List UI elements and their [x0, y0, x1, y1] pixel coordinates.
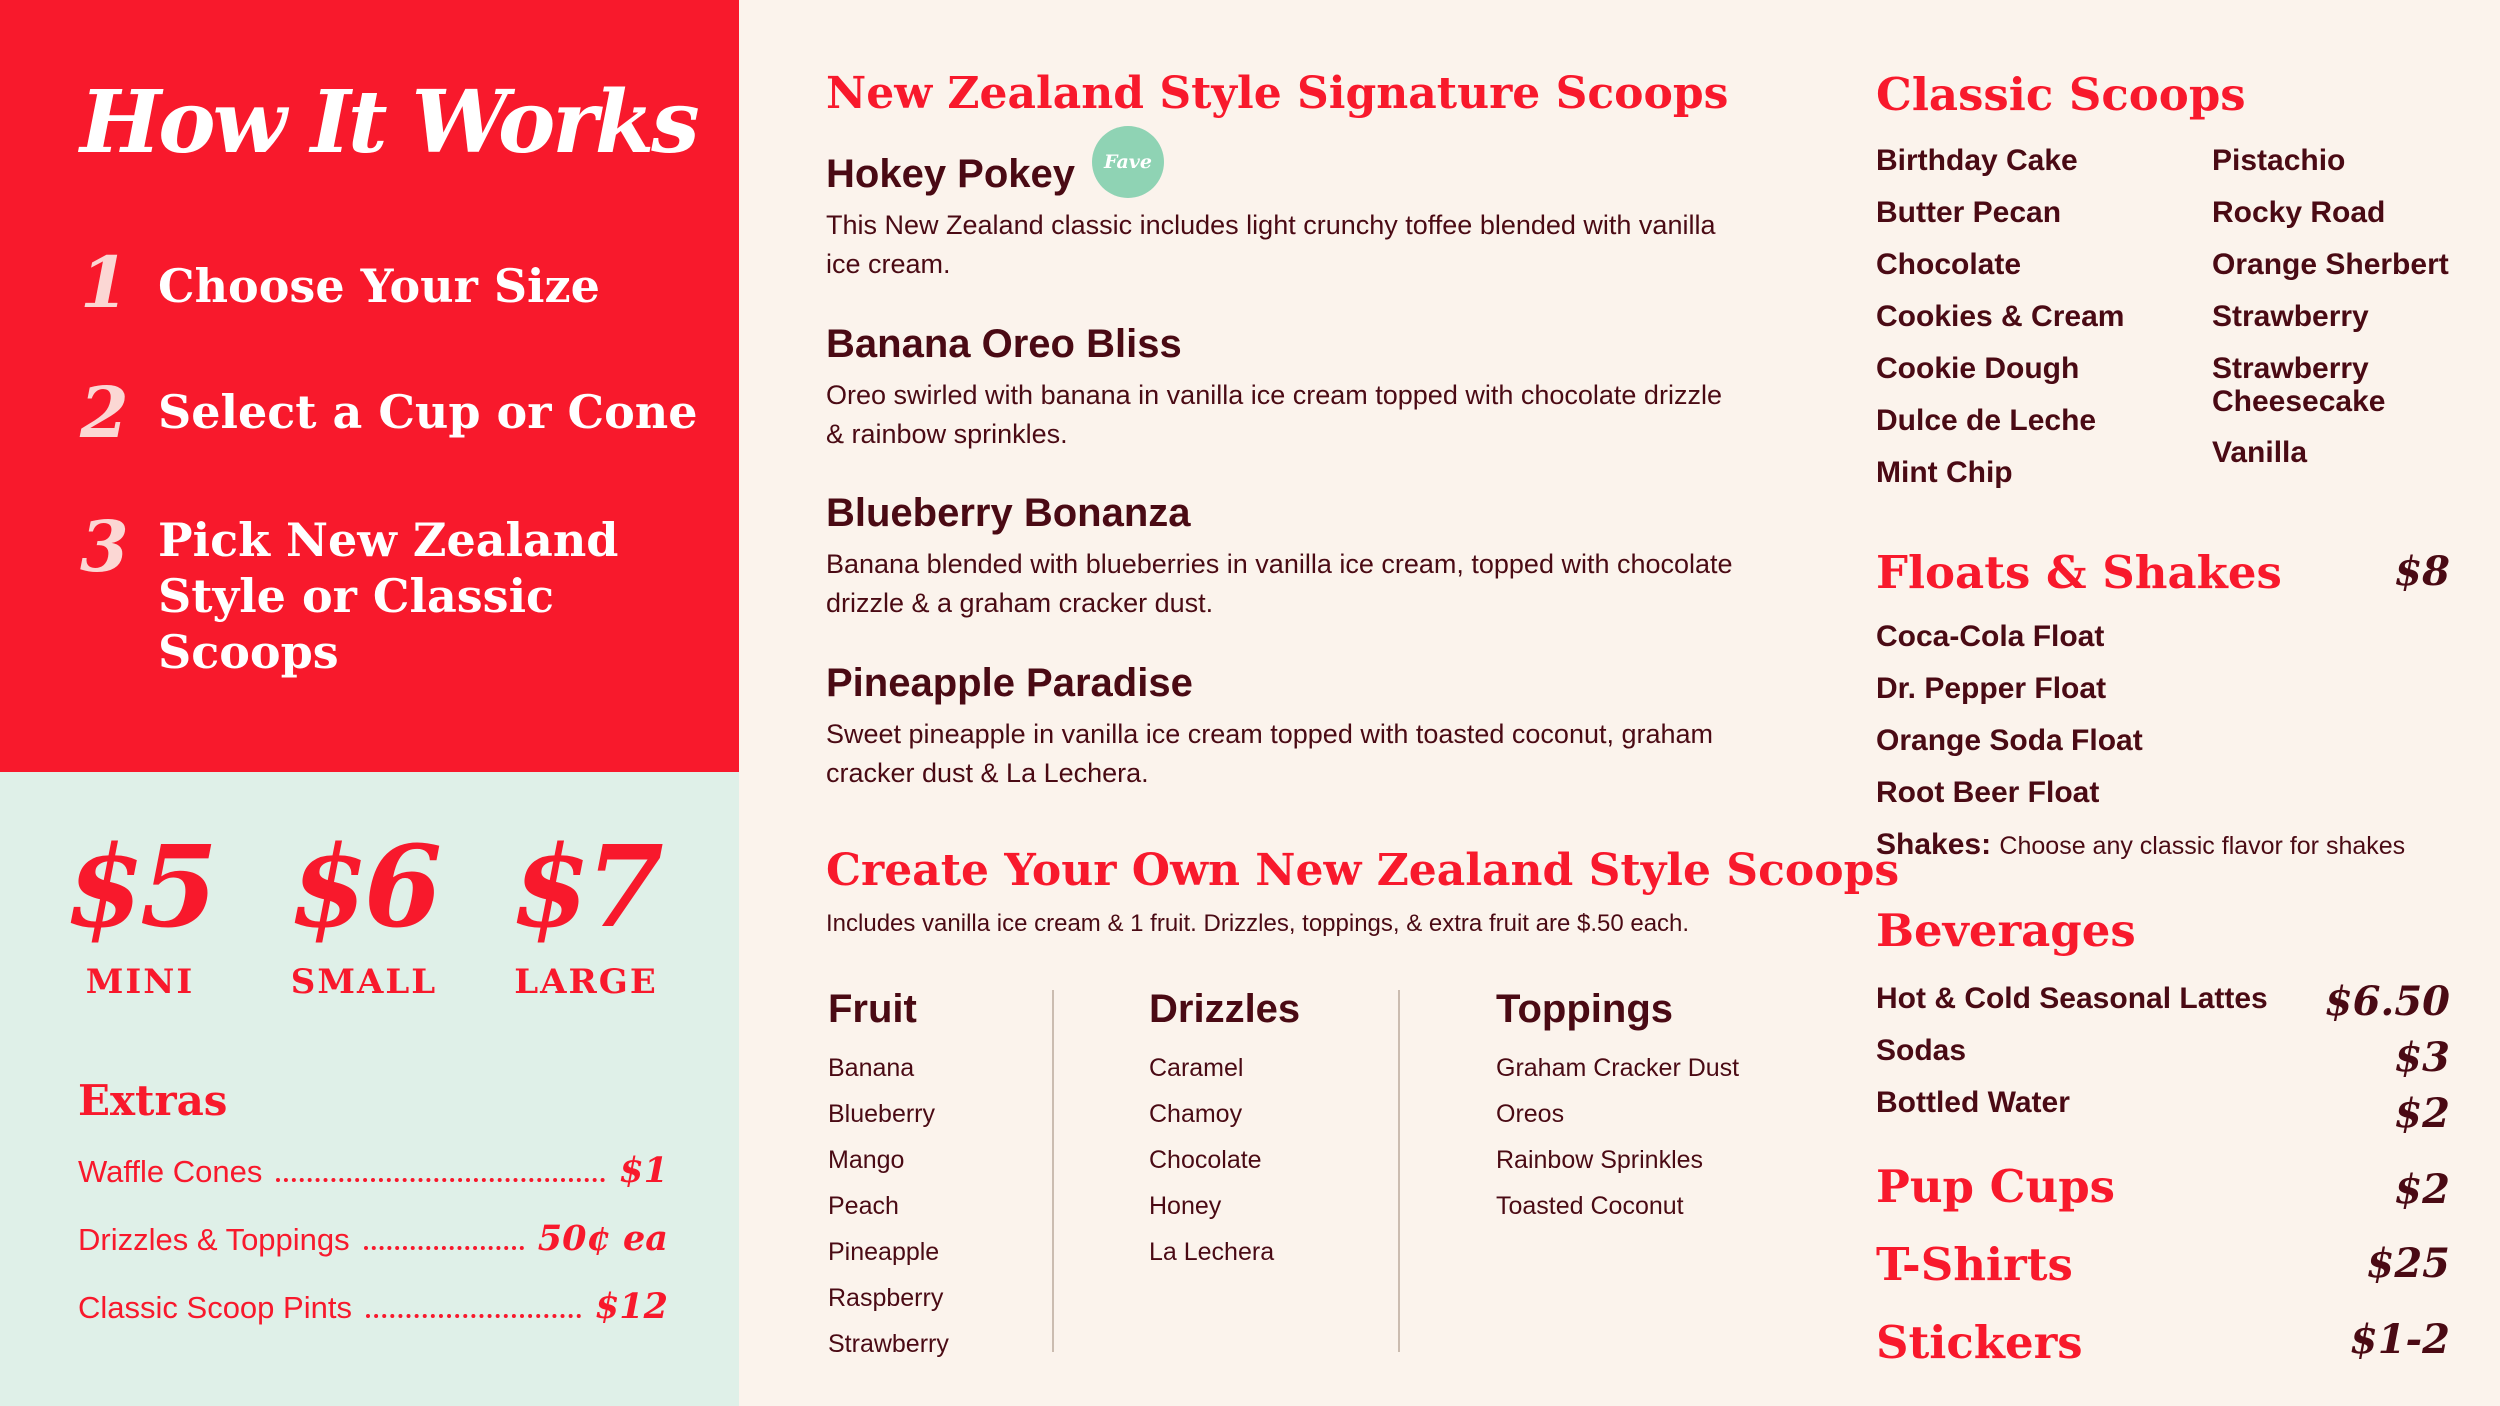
flavor-name: Pineapple Paradise [826, 661, 1193, 705]
step-number: 1 [80, 241, 129, 324]
size-name: MINI [85, 962, 195, 1002]
flavor-description: This New Zealand classic includes light crunchy toffee blended with vanilla ice cream. [826, 210, 1716, 279]
flavor-item [826, 659, 1746, 793]
list-item: Blueberry [828, 1100, 935, 1128]
classic-flavor: Orange Sherbert [2212, 248, 2449, 281]
classic-flavor: Cookie Dough [1876, 352, 2080, 385]
fave-badge: Fave [1092, 126, 1164, 198]
how-it-works-panel [0, 0, 739, 772]
size-small [264, 822, 464, 1002]
classic-flavor: Butter Pecan [1876, 196, 2062, 229]
beverage-price: $6.50 [2324, 978, 2450, 1025]
create-your-own-note: Includes vanilla ice cream & 1 fruit. Drizzles, toppings, & extra fruit are $.50 each. [826, 910, 1690, 937]
size-large [486, 822, 686, 1002]
list-item: Peach [828, 1192, 899, 1220]
size-price: $7 [512, 822, 660, 953]
list-item: Toasted Coconut [1496, 1192, 1684, 1220]
list-item: Rainbow Sprinkles [1496, 1146, 1704, 1174]
sizes-and-extras-panel [0, 772, 739, 1406]
classic-flavor: Chocolate [1876, 248, 2022, 281]
beverage-item: Sodas [1876, 1034, 1967, 1067]
create-your-own-title: Create Your Own New Zealand Style Scoops [826, 845, 1900, 896]
shakes-label: Shakes: [1876, 828, 1992, 861]
step-number: 2 [80, 371, 129, 454]
flavor-item [826, 150, 1746, 284]
t-shirts-title: T-Shirts [1876, 1238, 2073, 1291]
drizzles-column [1149, 985, 1300, 1275]
float-item: Root Beer Float [1876, 776, 2100, 809]
float-item: Orange Soda Float [1876, 724, 2143, 757]
stickers-title: Stickers [1876, 1316, 2083, 1369]
list-item: Pineapple [828, 1238, 940, 1266]
classic-scoops-title: Classic Scoops [1876, 68, 2246, 121]
classic-flavor: Dulce de Leche [1876, 404, 2097, 437]
classic-flavor: Mint Chip [1876, 456, 2013, 489]
leader-dots [366, 1314, 581, 1318]
flavor-name: Blueberry Bonanza [826, 491, 1191, 535]
list-item: Banana [828, 1054, 915, 1082]
extra-label: Classic Scoop Pints [78, 1290, 352, 1325]
list-item: Honey [1149, 1192, 1222, 1220]
list-item: Chamoy [1149, 1100, 1243, 1128]
how-it-works-title: How It Works [80, 72, 697, 173]
list-item: Caramel [1149, 1054, 1244, 1082]
list-item: Oreos [1496, 1100, 1565, 1128]
signature-scoops-title: New Zealand Style Signature Scoops [826, 68, 1729, 119]
column-divider [1052, 990, 1054, 1352]
extra-label: Waffle Cones [78, 1154, 263, 1189]
extra-label: Drizzles & Toppings [78, 1222, 350, 1257]
size-name: SMALL [290, 962, 438, 1002]
size-price: $5 [66, 822, 214, 953]
beverage-item: Hot & Cold Seasonal Lattes [1876, 982, 2268, 1015]
extra-row [78, 1150, 668, 1191]
flavor-item [826, 489, 1746, 623]
column-heading: Drizzles [1149, 987, 1301, 1031]
pup-cups-price: $2 [2394, 1166, 2450, 1213]
column-divider [1398, 990, 1400, 1352]
t-shirts-price: $25 [2366, 1240, 2450, 1287]
classic-flavor: Strawberry [2212, 300, 2369, 333]
column-heading: Fruit [828, 987, 917, 1031]
classic-flavor: Birthday Cake [1876, 144, 2078, 177]
beverage-price: $3 [2394, 1034, 2450, 1081]
leader-dots [364, 1246, 524, 1250]
stickers-price: $1-2 [2349, 1316, 2450, 1363]
extra-price: $1 [619, 1150, 668, 1191]
toppings-column [1496, 985, 1739, 1229]
list-item: Raspberry [828, 1284, 944, 1312]
classic-flavor: Vanilla [2212, 436, 2308, 469]
classic-flavor: Rocky Road [2212, 196, 2386, 229]
pup-cups-title: Pup Cups [1876, 1160, 2116, 1213]
classic-flavor: Strawberry Cheesecake [2212, 352, 2386, 418]
classic-flavor: Pistachio [2212, 144, 2346, 177]
extra-price: 50¢ ea [537, 1218, 668, 1259]
floats-shakes-title: Floats & Shakes [1876, 546, 2282, 599]
float-item: Dr. Pepper Float [1876, 672, 2107, 705]
step-number: 3 [80, 505, 129, 588]
extra-row [78, 1218, 668, 1259]
shakes-item [1876, 828, 2405, 862]
size-price: $6 [290, 822, 438, 953]
flavor-description: Sweet pineapple in vanilla ice cream topped with toasted coconut, graham cracker dust & La Lechera. [826, 719, 1714, 788]
flavor-description: Banana blended with blueberries in vanilla ice cream, topped with chocolate drizzle & a graham cracker dust. [826, 549, 1733, 618]
flavor-item [826, 320, 1746, 454]
extra-row [78, 1286, 668, 1327]
list-item: Mango [828, 1146, 905, 1174]
float-item: Coca-Cola Float [1876, 620, 2105, 653]
beverages-title: Beverages [1876, 904, 2136, 957]
step-text: Choose Your Size [158, 259, 600, 313]
list-item: Chocolate [1149, 1146, 1262, 1174]
floats-shakes-price: $8 [2394, 548, 2450, 595]
flavor-name: Banana Oreo Bliss [826, 322, 1182, 366]
leader-dots [276, 1178, 605, 1182]
beverage-item: Bottled Water [1876, 1086, 2070, 1119]
beverage-price: $2 [2394, 1090, 2450, 1137]
list-item: Strawberry [828, 1330, 949, 1358]
step-text: Select a Cup or Cone [158, 385, 698, 439]
extra-price: $12 [594, 1286, 668, 1327]
classic-flavor: Cookies & Cream [1876, 300, 2125, 333]
shakes-note: Choose any classic flavor for shakes [1999, 832, 2406, 860]
step-text: Pick New Zealand Style or Classic Scoops [158, 513, 619, 679]
flavor-description: Oreo swirled with banana in vanilla ice cream topped with chocolate drizzle & rainbow sprinkles. [826, 380, 1722, 449]
flavor-name: Hokey Pokey [826, 152, 1076, 196]
fruit-column [828, 985, 949, 1367]
size-mini [40, 822, 240, 1002]
list-item: La Lechera [1149, 1238, 1275, 1266]
list-item: Graham Cracker Dust [1496, 1054, 1740, 1082]
size-name: LARGE [514, 962, 658, 1002]
column-heading: Toppings [1496, 987, 1673, 1031]
extras-title: Extras [78, 1076, 228, 1125]
